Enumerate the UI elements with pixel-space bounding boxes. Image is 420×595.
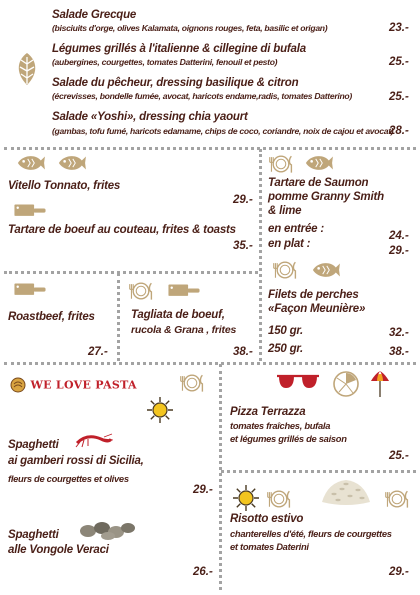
perches-subtitle: «Façon Meunière» — [268, 303, 366, 315]
cleaver-icon — [12, 281, 48, 299]
clams-icon — [78, 519, 136, 541]
salad-title: Légumes grillés à l'italienne & cillegine di bufala — [52, 43, 306, 55]
cleaver-icon — [12, 202, 48, 220]
umbrella-icon — [370, 369, 390, 399]
pizza-price: 25.- — [389, 450, 409, 462]
plate-cutlery-icon — [266, 489, 292, 509]
entree-label: en entrée : — [268, 223, 324, 235]
fish-icon — [13, 154, 49, 172]
fish-icon — [54, 154, 90, 172]
salad-price: 28.- — [389, 125, 409, 137]
pizza-icon — [332, 370, 360, 398]
tartare-saumon-title: pomme Granny Smith — [268, 191, 384, 203]
tartare-boeuf-title: Tartare de boeuf au couteau, frites & toasts — [8, 224, 236, 236]
fish-icon — [301, 154, 337, 172]
spaghetti-subtitle: ai gamberi rossi di Sicilia, — [8, 455, 144, 467]
plate-cutlery-icon — [128, 281, 154, 301]
salad-description: (écrevisses, bondelle fumée, avocat, haricots endame,radis, tomates Datterino) — [52, 91, 352, 101]
pizza-title: Pizza Terrazza — [230, 406, 306, 418]
shrimp-icon — [74, 433, 114, 449]
sunglasses-icon — [276, 372, 320, 394]
perches-price: 38.- — [389, 346, 409, 358]
cleaver-icon — [166, 282, 202, 300]
plat-label: en plat : — [268, 238, 311, 250]
salad-price: 25.- — [389, 56, 409, 68]
divider — [259, 149, 262, 361]
perches-title: Filets de perches — [268, 289, 359, 301]
roastbeef-price: 27.- — [88, 346, 108, 358]
divider — [4, 362, 416, 365]
salad-price: 25.- — [389, 91, 409, 103]
tartare-boeuf-price: 35.- — [233, 240, 253, 252]
spaghetti-price: 26.- — [193, 566, 213, 578]
spaghetti-price: 29.- — [193, 484, 213, 496]
vitello-price: 29.- — [233, 194, 253, 206]
salad-description: (gambas, tofu fumé, haricots edamame, chips de coco, coriandre, noix de cajou et avocat) — [52, 126, 394, 136]
tartare-saumon-title: & lime — [268, 205, 302, 217]
plate-cutlery-icon — [272, 260, 298, 280]
salad-price: 23.- — [389, 22, 409, 34]
roastbeef-title: Roastbeef, frites — [8, 311, 95, 323]
salad-description: (aubergines, courgettes, tomates Datterini, fenouil et pesto) — [52, 57, 278, 67]
pasta-logo — [10, 376, 137, 394]
tagliata-subtitle: rucola & Grana , frites — [131, 324, 237, 336]
tartare-saumon-title: Tartare de Saumon — [268, 177, 369, 189]
risotto-price: 29.- — [389, 566, 409, 578]
pizza-description: et légumes grillés de saison — [230, 433, 347, 444]
fish-icon — [308, 261, 344, 279]
salad-title: Salade «Yoshi», dressing chia yaourt — [52, 111, 248, 123]
perches-price: 32.- — [389, 327, 409, 339]
salad-title: Salade Grecque — [52, 9, 137, 21]
plate-cutlery-icon — [179, 373, 205, 393]
perches-size: 250 gr. — [268, 343, 304, 355]
divider — [4, 271, 258, 274]
pasta-bowl-icon — [10, 377, 26, 393]
pasta-logo-text: WE LOVE PASTA — [30, 378, 137, 392]
plate-cutlery-icon — [384, 489, 410, 509]
spaghetti-description: fleurs de courgettes et olives — [8, 473, 129, 484]
risotto-description: chanterelles d'été, fleurs de courgettes — [230, 528, 392, 539]
plate-cutlery-icon — [268, 154, 294, 174]
tagliata-price: 38.- — [233, 346, 253, 358]
plat-price: 29.- — [389, 245, 409, 257]
salad-leaf-icon — [14, 52, 40, 86]
risotto-title: Risotto estivo — [230, 513, 304, 525]
divider — [4, 147, 416, 150]
pizza-description: tomates fraîches, bufala — [230, 420, 331, 431]
entree-price: 24.- — [389, 230, 409, 242]
divider — [117, 273, 120, 361]
salad-title: Salade du pêcheur, dressing basilique & citron — [52, 77, 299, 89]
tagliata-title: Tagliata de boeuf, — [131, 309, 225, 321]
sun-icon — [232, 484, 260, 512]
sun-icon — [146, 396, 174, 424]
vitello-title: Vitello Tonnato, frites — [8, 180, 121, 192]
rice-icon — [318, 476, 374, 508]
perches-size: 150 gr. — [268, 325, 304, 337]
spaghetti-title: Spaghetti — [8, 529, 59, 541]
spaghetti-subtitle: alle Vongole Veraci — [8, 544, 109, 556]
spaghetti-title: Spaghetti — [8, 439, 59, 451]
divider — [219, 364, 222, 590]
risotto-description: et tomates Daterini — [230, 541, 309, 552]
salad-description: (bisciuits d'orge, olives Kalamata, oignons rouges, feta, basilic et origan) — [52, 23, 328, 33]
divider — [221, 470, 416, 473]
